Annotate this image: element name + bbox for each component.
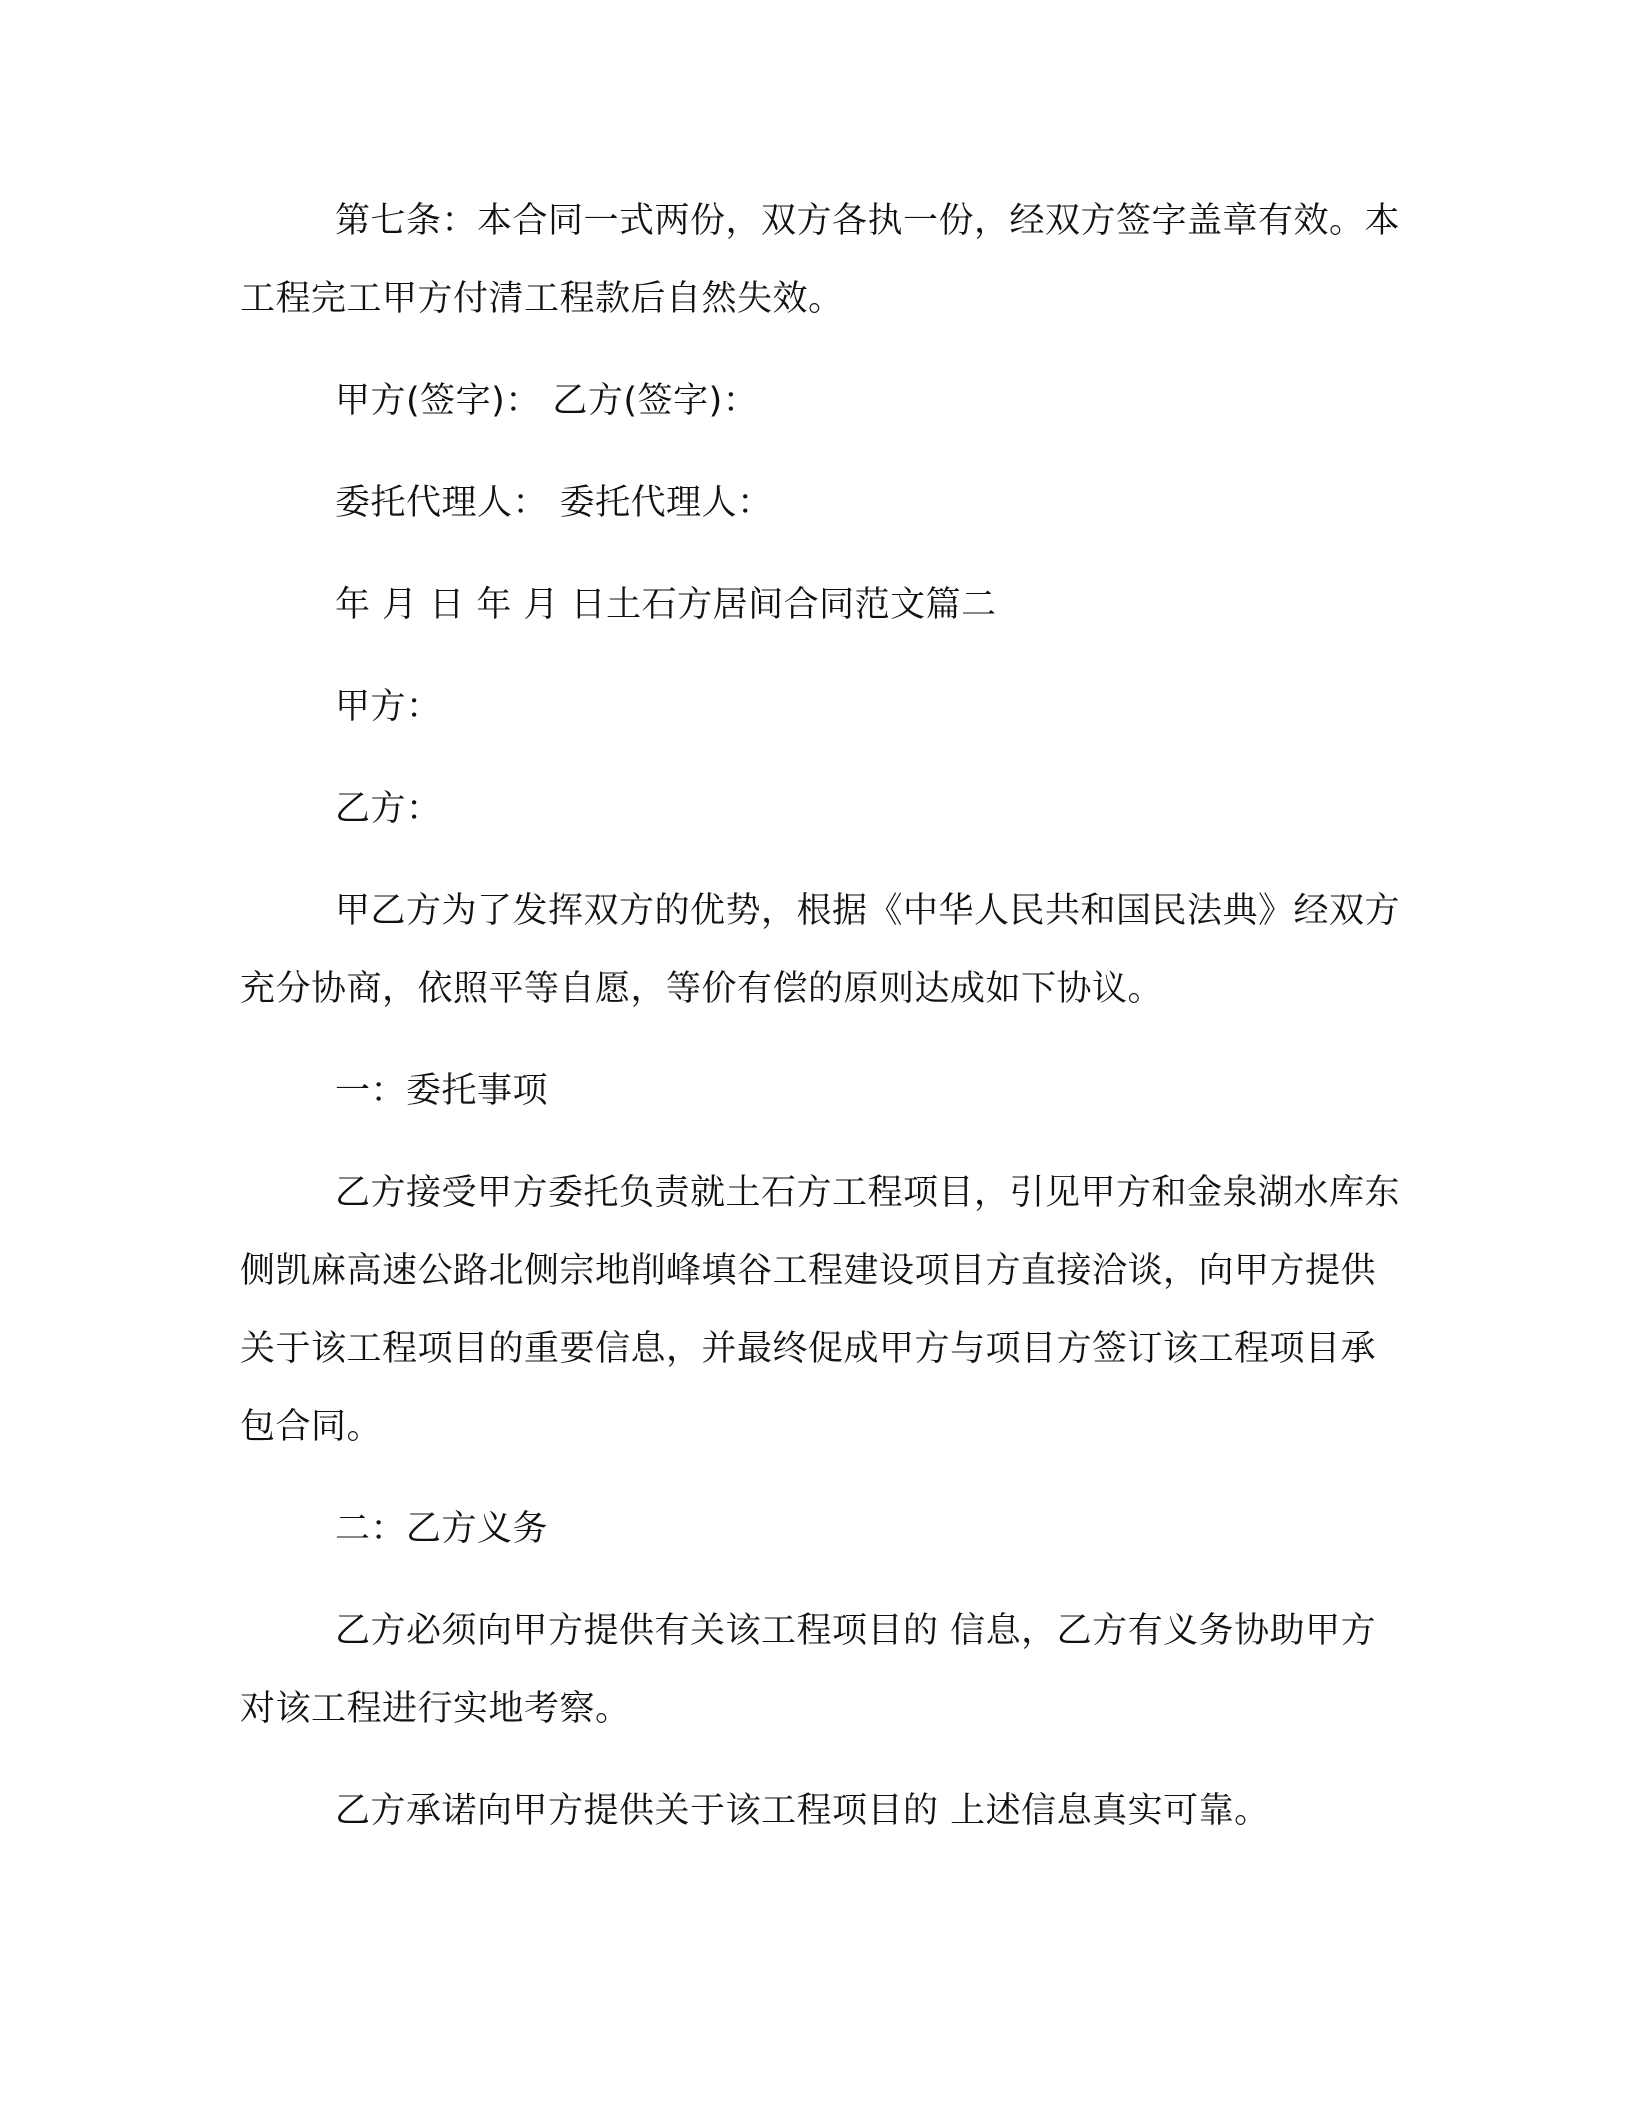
- party-b-line: 乙方：: [335, 789, 442, 829]
- obligation-paragraph-2: 乙方承诺向甲方提供关于该工程项目的 上述信息真实可靠。: [335, 1791, 1270, 1831]
- document-body: [240, 182, 1400, 1850]
- section-one-heading: 一：委托事项: [335, 1071, 549, 1111]
- agent-line: 委托代理人： 委托代理人：: [335, 483, 773, 523]
- section-two-heading: 二：乙方义务: [335, 1509, 549, 1549]
- preamble-paragraph: 甲乙方为了发挥双方的优势，根据《中华人民共和国民法典》经双方充分协商，依照平等自愿，等价有偿的原则达成如下协议。: [240, 891, 1401, 1009]
- obligation-paragraph-1: 乙方必须向甲方提供有关该工程项目的 信息，乙方有义务协助甲方对该工程进行实地考察。: [240, 1611, 1377, 1729]
- signature-line: 甲方(签字)： 乙方(签字)：: [335, 381, 759, 421]
- section-one-paragraph: 乙方接受甲方委托负责就土石方工程项目，引见甲方和金泉湖水库东侧凯麻高速公路北侧宗地削峰填谷工程建设项目方直接洽谈，向甲方提供关于该工程项目的重要信息，并最终促成甲方与项目方签订该工程项目承包合同。: [240, 1173, 1401, 1447]
- date-title-line: 年 月 日 年 月 日土石方居间合同范文篇二: [335, 585, 997, 625]
- party-a-line: 甲方：: [335, 687, 442, 727]
- clause-seven-paragraph: 第七条：本合同一式两份，双方各执一份，经双方签字盖章有效。本工程完工甲方付清工程款后自然失效。: [240, 201, 1401, 319]
